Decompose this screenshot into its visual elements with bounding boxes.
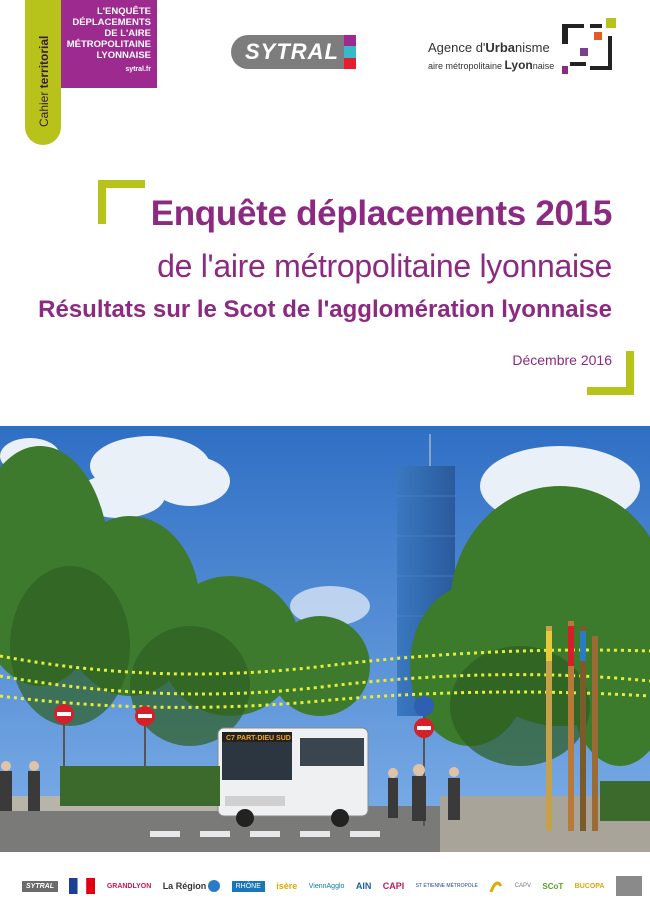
edition-box: [61, 0, 157, 88]
edition-line: LYONNAISE: [96, 50, 151, 61]
cahier-label: Cahier territorial: [37, 35, 51, 127]
partner-logo-isere: isère: [276, 881, 298, 891]
sytral-logo-bars: [344, 35, 356, 69]
edition-line: MÉTROPOLITAINE: [66, 39, 151, 50]
bracket-top-left: [98, 180, 145, 224]
sytral-logo: SYTRAL: [231, 35, 347, 69]
partner-logo-swirl: [489, 878, 503, 894]
swirl-logo-icon: [489, 878, 503, 894]
partner-logo-sytral: SYTRAL: [22, 881, 58, 892]
partner-logo-ain: AIN: [355, 881, 372, 891]
partner-logo-grandlyon: GRANDLYON: [106, 882, 152, 890]
edition-line: DÉPLACEMENTS: [72, 17, 151, 28]
partner-logo-scot: SCoT: [542, 881, 564, 891]
edition-line: L'ENQUÊTE: [97, 6, 151, 17]
results-heading: Résultats sur le Scot de l'agglomération lyonnaise: [38, 296, 612, 323]
cahier-tab: [25, 0, 61, 145]
partner-logo-capi: CAPI: [382, 881, 405, 891]
partner-logo-republique-francaise: [69, 878, 95, 894]
agence-logo-mark-icon: [560, 18, 618, 76]
partner-logos-strip: [22, 872, 642, 900]
cover-photo: [0, 426, 650, 852]
partner-logo-capv: CAPV: [514, 883, 531, 889]
region-mark-icon: [208, 880, 220, 892]
publication-date: Décembre 2016: [512, 352, 612, 368]
partner-logo-region: La Région: [163, 880, 221, 892]
french-flag-icon: [69, 878, 95, 894]
edition-line: DE L'AIRE: [104, 28, 151, 39]
bus-destination-sign: C7 PART-DIEU SUD: [226, 735, 291, 742]
document-subtitle: de l'aire métropolitaine lyonnaise: [157, 248, 612, 284]
partner-logo-saint-etienne: ST ÉTIENNE MÉTROPOLE: [415, 883, 478, 889]
partner-logo-generic: [616, 876, 642, 896]
agence-urbanisme-logo: Agence d'Urbanisme aire métropolitaine Lyonnaise: [428, 40, 555, 72]
edition-site: sytral.fr: [125, 66, 151, 73]
partner-logo-bucopa: BUCOPA: [574, 882, 605, 890]
bracket-bottom-right: [587, 351, 634, 395]
document-title: Enquête déplacements 2015: [150, 194, 612, 233]
partner-logo-viennagglo: ViennAgglo: [308, 882, 345, 890]
partner-logo-rhone: RHÔNE: [232, 881, 265, 892]
